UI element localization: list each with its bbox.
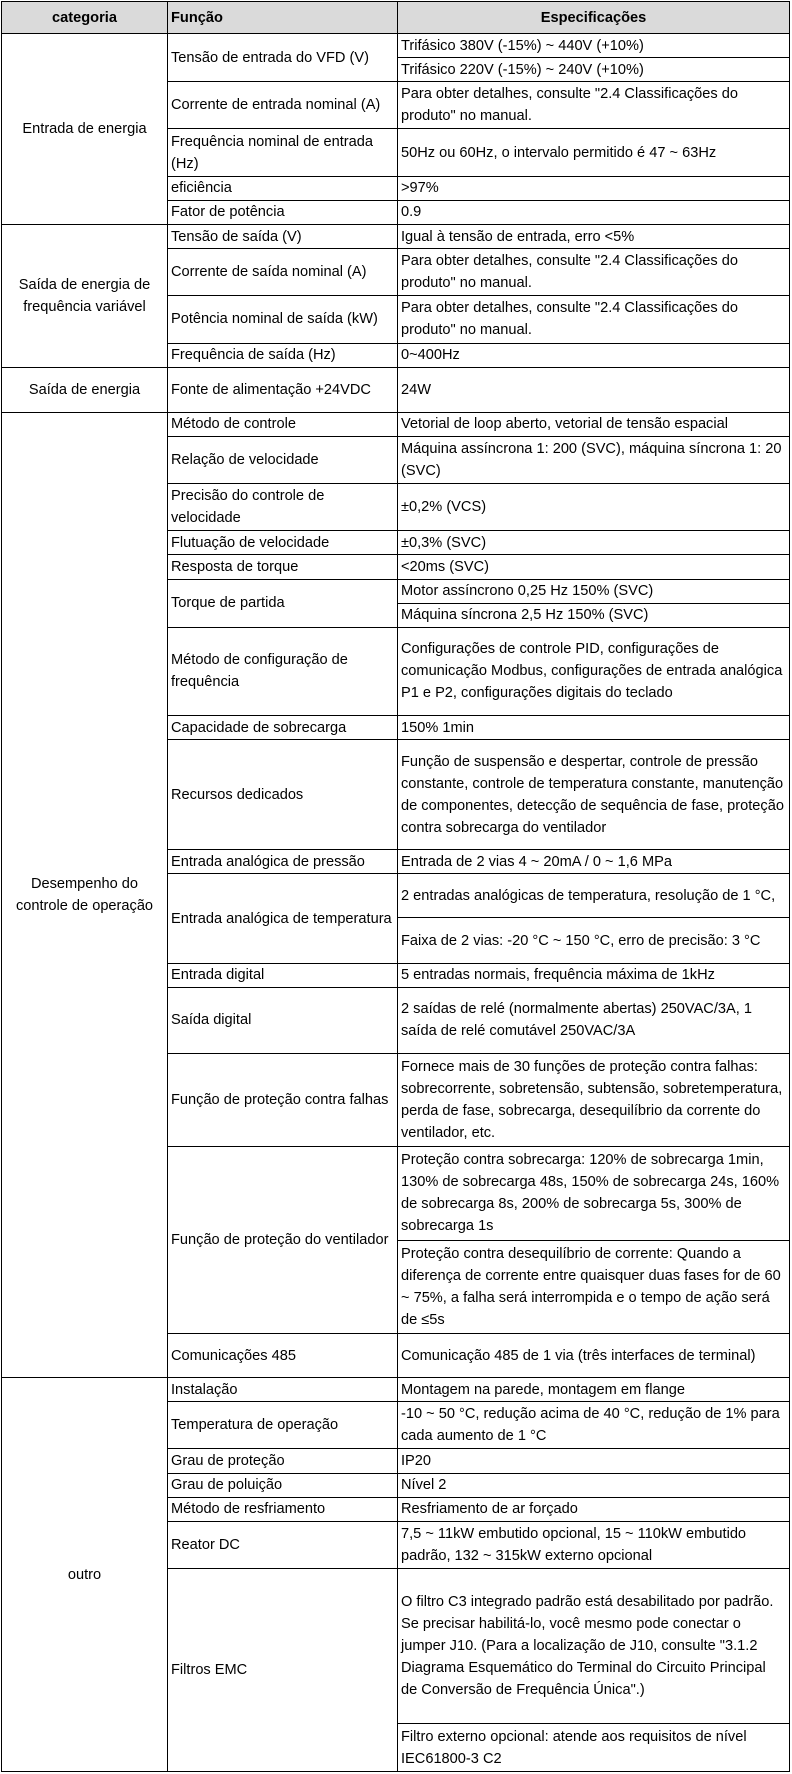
- spec-cell: Fornece mais de 30 funções de proteção contra falhas: sobrecorrente, sobretensão, subtensão, sobretemperatura, perda de fase, sobrecarga, desequilíbrio da corrente do ventilador, etc.: [398, 1053, 790, 1146]
- header-specs: Especificações: [398, 2, 790, 34]
- spec-cell: Igual à tensão de entrada, erro <5%: [398, 224, 790, 248]
- spec-cell: 150% 1min: [398, 715, 790, 739]
- spec-cell: Montagem na parede, montagem em flange: [398, 1378, 790, 1402]
- table-row: [2, 224, 790, 248]
- function-cell: Tensão de saída (V): [168, 224, 398, 248]
- spec-cell: Entrada de 2 vias 4 ~ 20mA / 0 ~ 1,6 MPa: [398, 850, 790, 874]
- function-cell: Entrada analógica de temperatura: [168, 874, 398, 963]
- function-cell: Tensão de entrada do VFD (V): [168, 34, 398, 82]
- spec-cell: 2 saídas de relé (normalmente abertas) 250VAC/3A, 1 saída de relé comutável 250VAC/3A: [398, 987, 790, 1053]
- spec-cell: 50Hz ou 60Hz, o intervalo permitido é 47 ~ 63Hz: [398, 129, 790, 176]
- function-cell: Entrada digital: [168, 963, 398, 987]
- function-cell: Relação de velocidade: [168, 436, 398, 483]
- table-row: [2, 412, 790, 436]
- spec-cell: Para obter detalhes, consulte "2.4 Classificações do produto" no manual.: [398, 82, 790, 129]
- spec-cell: IP20: [398, 1449, 790, 1473]
- spec-cell: ±0,3% (SVC): [398, 531, 790, 555]
- category-cell: Saída de energia: [2, 367, 168, 412]
- function-cell: Instalação: [168, 1378, 398, 1402]
- spec-cell: Máquina assíncrona 1: 200 (SVC), máquina síncrona 1: 20 (SVC): [398, 436, 790, 483]
- function-cell: Método de controle: [168, 412, 398, 436]
- table-row: [2, 1378, 790, 1402]
- function-cell: Recursos dedicados: [168, 740, 398, 850]
- function-cell: Método de resfriamento: [168, 1497, 398, 1521]
- category-cell: Saída de energia de frequência variável: [2, 224, 168, 367]
- function-cell: Entrada analógica de pressão: [168, 850, 398, 874]
- function-cell: Grau de proteção: [168, 1449, 398, 1473]
- spec-cell: 0~400Hz: [398, 343, 790, 367]
- spec-table-body: [2, 34, 790, 1772]
- header-row: [2, 2, 790, 34]
- spec-cell: -10 ~ 50 °C, redução acima de 40 °C, redução de 1% para cada aumento de 1 °C: [398, 1402, 790, 1449]
- function-cell: Precisão do controle de velocidade: [168, 484, 398, 531]
- function-cell: Capacidade de sobrecarga: [168, 715, 398, 739]
- spec-table: [1, 1, 790, 1772]
- spec-cell: ±0,2% (VCS): [398, 484, 790, 531]
- table-row: [2, 367, 790, 412]
- function-cell: Grau de poluição: [168, 1473, 398, 1497]
- spec-cell: Filtro externo opcional: atende aos requisitos de nível IEC61800-3 C2: [398, 1724, 790, 1772]
- category-cell: Desempenho do controle de operação: [2, 412, 168, 1377]
- function-cell: eficiência: [168, 176, 398, 200]
- spec-cell: Trifásico 380V (-15%) ~ 440V (+10%): [398, 34, 790, 58]
- function-cell: Corrente de entrada nominal (A): [168, 82, 398, 129]
- category-cell: outro: [2, 1378, 168, 1772]
- spec-cell: O filtro C3 integrado padrão está desabilitado por padrão. Se precisar habilitá-lo, você mesmo pode conectar o jumper J10. (Para a localização de J10, consulte "3.1.2 Diagrama Esquemático do Terminal do Circuito Principal de Conversão de Frequência Única".): [398, 1569, 790, 1724]
- spec-cell: Comunicação 485 de 1 via (três interfaces de terminal): [398, 1334, 790, 1378]
- function-cell: Flutuação de velocidade: [168, 531, 398, 555]
- spec-cell: 0.9: [398, 200, 790, 224]
- spec-cell: Motor assíncrono 0,25 Hz 150% (SVC): [398, 579, 790, 603]
- spec-cell: Função de suspensão e despertar, controle de pressão constante, controle de temperatura constante, manutenção de componentes, detecção de sequência de fase, proteção contra sobrecarga do ventilador: [398, 740, 790, 850]
- spec-cell: Máquina síncrona 2,5 Hz 150% (SVC): [398, 603, 790, 627]
- function-cell: Fator de potência: [168, 200, 398, 224]
- header-category: categoria: [2, 2, 168, 34]
- spec-cell: Para obter detalhes, consulte "2.4 Classificações do produto" no manual.: [398, 296, 790, 343]
- function-cell: Função de proteção contra falhas: [168, 1053, 398, 1146]
- function-cell: Saída digital: [168, 987, 398, 1053]
- function-cell: Fonte de alimentação +24VDC: [168, 367, 398, 412]
- spec-cell: >97%: [398, 176, 790, 200]
- spec-cell: Proteção contra sobrecarga: 120% de sobrecarga 1min, 130% de sobrecarga 48s, 150% de sobrecarga 24s, 160% de sobrecarga 8s, 200% de sobrecarga 5s, 300% de sobrecarga 1s: [398, 1147, 790, 1240]
- header-function: Função: [168, 2, 398, 34]
- function-cell: Torque de partida: [168, 579, 398, 627]
- spec-cell: 2 entradas analógicas de temperatura, resolução de 1 °C,: [398, 874, 790, 918]
- spec-cell: 24W: [398, 367, 790, 412]
- function-cell: Frequência nominal de entrada (Hz): [168, 129, 398, 176]
- function-cell: Comunicações 485: [168, 1334, 398, 1378]
- spec-cell: 5 entradas normais, frequência máxima de 1kHz: [398, 963, 790, 987]
- table-row: [2, 34, 790, 58]
- function-cell: Método de configuração de frequência: [168, 627, 398, 715]
- spec-cell: <20ms (SVC): [398, 555, 790, 579]
- function-cell: Potência nominal de saída (kW): [168, 296, 398, 343]
- function-cell: Reator DC: [168, 1521, 398, 1568]
- spec-cell: Para obter detalhes, consulte "2.4 Classificações do produto" no manual.: [398, 249, 790, 296]
- function-cell: Corrente de saída nominal (A): [168, 249, 398, 296]
- function-cell: Função de proteção do ventilador: [168, 1147, 398, 1334]
- spec-cell: Trifásico 220V (-15%) ~ 240V (+10%): [398, 58, 790, 82]
- function-cell: Resposta de torque: [168, 555, 398, 579]
- spec-cell: Nível 2: [398, 1473, 790, 1497]
- spec-cell: Faixa de 2 vias: -20 °C ~ 150 °C, erro de precisão: 3 °C: [398, 918, 790, 963]
- function-cell: Temperatura de operação: [168, 1402, 398, 1449]
- spec-cell: Proteção contra desequilíbrio de corrente: Quando a diferença de corrente entre quaisquer duas fases for de 60 ~ 75%, a falha será interrompida e o tempo de ação será de ≤5s: [398, 1240, 790, 1333]
- function-cell: Filtros EMC: [168, 1569, 398, 1772]
- category-cell: Entrada de energia: [2, 34, 168, 225]
- spec-cell: 7,5 ~ 11kW embutido opcional, 15 ~ 110kW embutido padrão, 132 ~ 315kW externo opcional: [398, 1521, 790, 1568]
- spec-cell: Vetorial de loop aberto, vetorial de tensão espacial: [398, 412, 790, 436]
- function-cell: Frequência de saída (Hz): [168, 343, 398, 367]
- spec-cell: Configurações de controle PID, configurações de comunicação Modbus, configurações de entrada analógica P1 e P2, configurações digitais do teclado: [398, 627, 790, 715]
- spec-cell: Resfriamento de ar forçado: [398, 1497, 790, 1521]
